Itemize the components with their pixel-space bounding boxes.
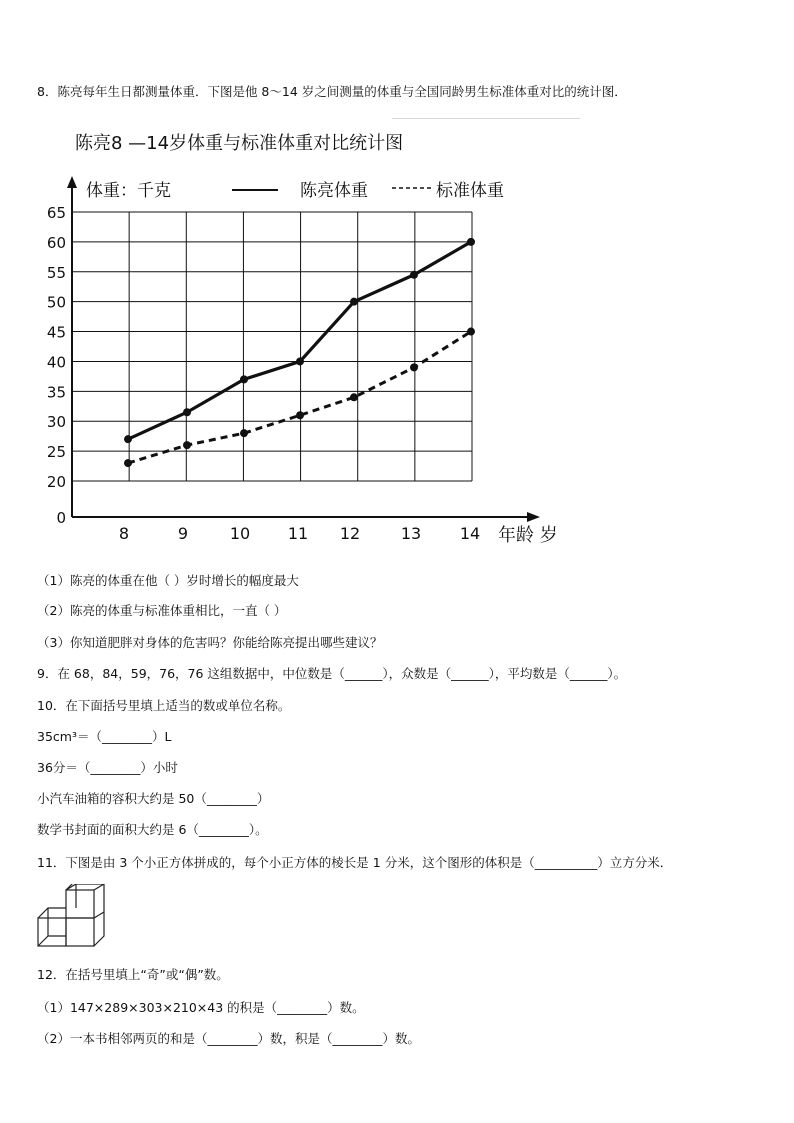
y-tick-label: 60 xyxy=(46,233,66,252)
cube-figure-svg xyxy=(36,884,106,954)
cube-depth-edge xyxy=(38,908,66,918)
data-point-chenliang xyxy=(124,435,132,443)
legend-label: 标准体重 xyxy=(436,181,504,201)
data-point-standard xyxy=(124,459,132,467)
data-point-chenliang xyxy=(350,298,358,306)
x-axis-label: 年龄 岁 xyxy=(498,525,558,546)
y-tick-label: 0 xyxy=(56,509,66,527)
x-axis-arrow xyxy=(527,512,540,522)
data-point-standard xyxy=(467,328,475,336)
x-tick-label: 11 xyxy=(287,524,309,543)
cube-top-front xyxy=(66,890,94,918)
q8-sub1: （1）陈亮的体重在他（ ）岁时增长的幅度最大 xyxy=(37,573,299,588)
data-point-standard xyxy=(296,411,304,419)
y-axis-arrow xyxy=(67,176,77,188)
y-tick-label: 45 xyxy=(46,323,66,342)
divider xyxy=(392,118,580,119)
y-tick-label: 20 xyxy=(46,473,66,491)
y-tick-label: 65 xyxy=(46,204,66,222)
y-tick-label: 30 xyxy=(46,413,66,432)
data-point-standard xyxy=(240,429,248,437)
q10-intro: 10．在下面括号里填上适当的数或单位名称。 xyxy=(37,698,291,713)
y-tick-label: 25 xyxy=(46,443,66,462)
x-tick-label: 13 xyxy=(400,524,422,543)
weight-chart-svg xyxy=(30,122,590,552)
q10-line1: 35cm³＝（________）L xyxy=(37,729,172,744)
q12-intro: 12．在括号里填上“奇”或“偶”数。 xyxy=(37,967,229,982)
data-point-chenliang xyxy=(467,238,475,246)
q9: 9．在 68，84，59，76，76 这组数据中，中位数是（______），众数是（______），平均数是（______）。 xyxy=(37,666,627,681)
series-line-standard xyxy=(128,332,471,464)
x-tick-label: 12 xyxy=(339,524,361,543)
cube-hidden-edge xyxy=(38,936,48,946)
x-tick-label: 8 xyxy=(118,524,130,543)
cube-right-front xyxy=(66,918,94,946)
data-point-chenliang xyxy=(410,271,418,279)
y-tick-label: 55 xyxy=(46,263,66,282)
legend-label: 陈亮体重 xyxy=(300,181,368,201)
q8-sub3: （3）你知道肥胖对身体的危害吗？你能给陈亮提出哪些建议？ xyxy=(37,635,383,650)
q12-line1: （1）147×289×303×210×43 的积是（________）数。 xyxy=(37,1000,365,1015)
data-point-standard xyxy=(350,393,358,401)
cube-depth-edge xyxy=(94,912,104,918)
data-point-standard xyxy=(410,363,418,371)
q10-line2: 36分＝（________）小时 xyxy=(37,760,178,775)
cube-figure xyxy=(36,884,106,954)
x-tick-label: 10 xyxy=(229,524,251,543)
q10-line4: 数学书封面的面积大约是 6（________）。 xyxy=(37,822,268,837)
q8-intro: 8．陈亮每年生日都测量体重．下图是他 8～14 岁之间测量的体重与全国同龄男生标准体重对比的统计图． xyxy=(37,84,627,99)
q10-line3: 小汽车油箱的容积大约是 50（________） xyxy=(37,791,270,806)
weight-chart xyxy=(30,122,590,552)
data-point-chenliang xyxy=(183,408,191,416)
y-tick-label: 35 xyxy=(46,383,66,402)
q8-sub2: （2）陈亮的体重与标准体重相比，一直（ ） xyxy=(37,603,287,618)
chart-title: 陈亮8 —14岁体重与标准体重对比统计图 xyxy=(75,133,404,154)
x-tick-label: 14 xyxy=(459,524,481,543)
y-tick-label: 50 xyxy=(46,293,66,312)
data-point-standard xyxy=(183,441,191,449)
y-tick-label: 40 xyxy=(46,353,66,372)
x-tick-label: 9 xyxy=(177,524,189,543)
y-axis-label: 体重：千克 xyxy=(86,181,171,201)
data-point-chenliang xyxy=(240,375,248,383)
data-point-chenliang xyxy=(296,357,304,365)
q11: 11．下图是由 3 个小正方体拼成的，每个小正方体的棱长是 1 分米，这个图形的体积是（__________）立方分米． xyxy=(37,855,673,870)
q12-line2: （2）一本书相邻两页的和是（________）数，积是（________）数。 xyxy=(37,1031,420,1046)
